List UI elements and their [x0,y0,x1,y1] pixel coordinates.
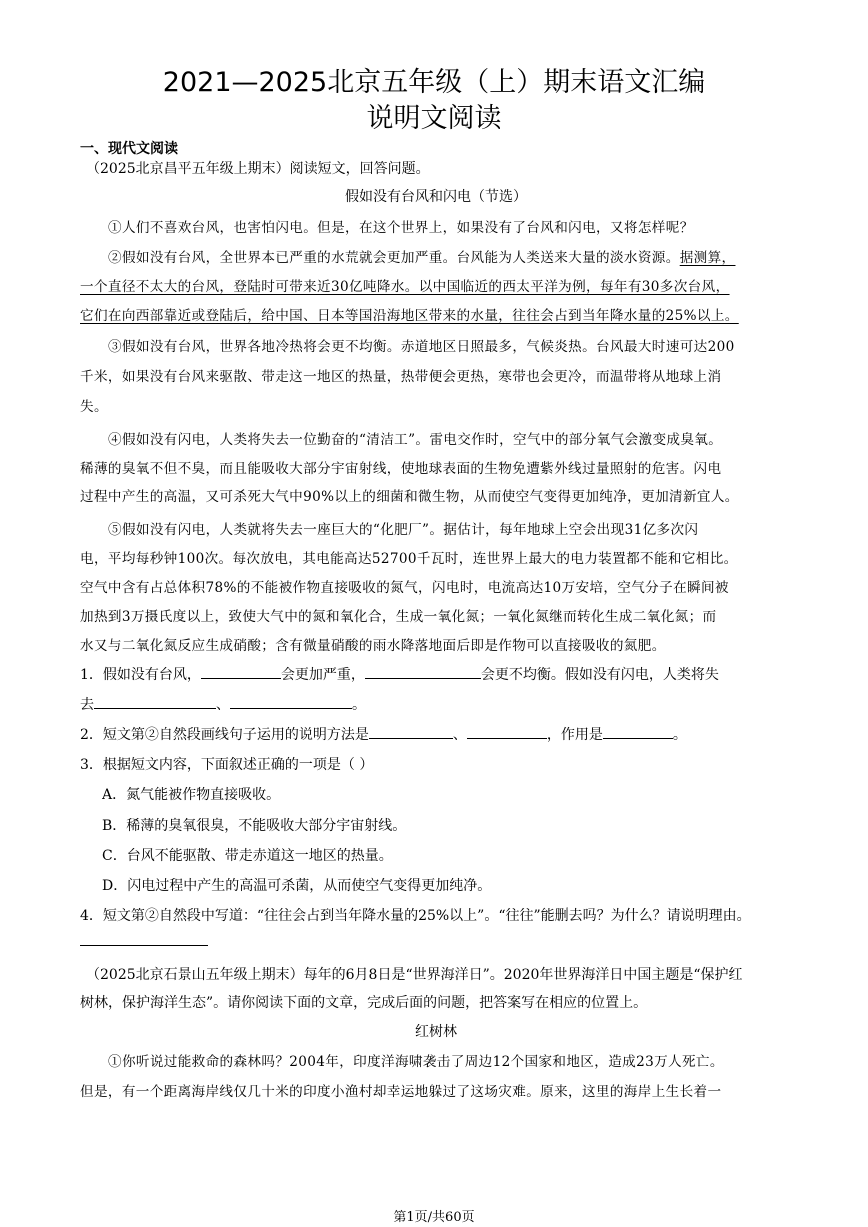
question-3: 3．根据短文内容，下面叙述正确的一项是（ ） [80,757,374,773]
passage2-intro-line-2: 树林，保护海洋生态”。请你阅读下面的文章，完成后面的问题，把答案写在相应的位置上。 [80,995,648,1011]
paragraph-3-line-2: 千米，如果没有台风来驱散、带走这一地区的热量，热带便会更热，寒带也会更冷，而温带将从地球上消 [80,369,722,385]
option-a[interactable]: A．氮气能被作物直接吸收。 [102,787,281,803]
option-c[interactable]: C．台风不能驱散、带走赤道这一地区的热量。 [102,848,393,864]
answer-blank[interactable] [365,664,481,679]
question-4: 4．短文第②自然段中写道：“往往会占到当年降水量的25%以上”。“往往”能删去吗？为什么？请说明理由。 [80,908,751,924]
answer-blank[interactable] [201,664,281,679]
paragraph-5-line-5: 水又与二氧化氮反应生成硝酸；含有微量硝酸的雨水降落地面后即是作物可以直接吸收的氮肥。 [80,638,666,654]
option-d[interactable]: D．闪电过程中产生的高温可杀菌，从而使空气变得更加纯净。 [102,878,492,894]
passage1-intro: （2025北京昌平五年级上期末）阅读短文，回答问题。 [86,161,430,177]
answer-blank[interactable] [230,694,352,709]
paragraph-4-line-3: 过程中产生的高温，又可杀死大气中90%以上的细菌和微生物，从而使空气变得更加纯净，更加清新宜人。 [80,489,739,505]
paragraph-2-text: ②假如没有台风，全世界本已严重的水荒就会更加严重。台风能为人类送来大量的淡水资源。 [108,250,680,266]
answer-blank[interactable] [94,694,216,709]
passage2-paragraph-1-line-2: 但是，有一个距离海岸线仅几十米的印度小渔村却幸运地躲过了这场灾难。原来，这里的海岸上生长着一 [80,1084,722,1100]
passage2-paragraph-1-line-1: ①你听说过能救命的森林吗？2004年，印度洋海啸袭击了周边12个国家和地区，造成23万人死亡。 [108,1054,724,1070]
paragraph-4-line-1: ④假如没有闪电，人类将失去一位勤奋的“清洁工”。雷电交作时，空气中的部分氧气会激变成臭氧。 [108,432,723,448]
paragraph-4-line-2: 稀薄的臭氧不但不臭，而且能吸收大部分宇宙射线，使地球表面的生物免遭紫外线过量照射的危害。闪电 [80,461,722,477]
question-2: 2．短文第②自然段画线句子运用的说明方法是 、 ，作用是 。 [80,724,792,744]
passage1-title: 假如没有台风和闪电（节选） [345,189,527,205]
answer-blank[interactable] [369,724,453,739]
paragraph-5-line-1: ⑤假如没有闪电，人类就将失去一座巨大的“化肥厂”。据估计，每年地球上空会出现31亿多次闪 [108,522,699,538]
paragraph-5-line-4: 加热到3万摄氏度以上，致使大气中的氮和氧化合，生成一氧化氮；一氧化氮继而转化生成二氧化氮；而 [80,609,717,625]
section-heading: 一、现代文阅读 [80,141,178,157]
option-b[interactable]: B．稀薄的臭氧很臭，不能吸收大部分宇宙射线。 [102,818,407,834]
paragraph-3-line-1: ③假如没有台风，世界各地冷热将会更不均衡。赤道地区日照最多，气候炎热。台风最大时速可达200 [108,339,735,355]
paragraph-1: ①人们不喜欢台风，也害怕闪电。但是，在这个世界上，如果没有了台风和闪电，又将怎样呢？ [108,220,694,236]
underlined-sentence-line-2: 它们在向西部靠近或登陆后，给中国、日本等国沿海地区带来的水量，往往会占到当年降水量的25%以上。 [80,308,739,324]
question-1-line-2: 去 、 。 [80,694,792,714]
underlined-sentence-line-1: 一个直径不太大的台风，登陆时可带来近30亿吨降水。以中国临近的西太平洋为例，每年有30多次台风， [80,279,730,295]
paragraph-3-line-3: 失。 [80,399,108,415]
paragraph-5-line-2: 电，平均每秒钟100次。每次放电，其电能高达52700千瓦时，连世界上最大的电力装置都不能和它相比。 [80,551,738,567]
divider [80,945,208,946]
passage2-intro-line-1: （2025北京石景山五年级上期末）每年的6月8日是“世界海洋日”。2020年世界海洋日中国主题是“保护红 [86,967,743,983]
underlined-sentence-start: 据测算， [679,250,736,266]
document-subtitle: 说明文阅读 [366,103,502,134]
paragraph-2-line-1 [108,246,820,266]
question-1: 1．假如没有台风， 会更加严重， 会更不均衡。假如没有闪电，人类将失 [80,664,792,684]
answer-blank[interactable] [603,724,673,739]
answer-blank[interactable] [467,724,547,739]
passage2-title: 红树林 [415,1024,457,1040]
document-title: 2021—2025北京五年级（上）期末语文汇编 [162,67,706,98]
paragraph-5-line-3: 空气中含有占总体积78%的不能被作物直接吸收的氮气，闪电时，电流高达10万安培，空气分子在瞬间被 [80,580,729,596]
page-number: 第1页/共60页 [393,1210,475,1225]
